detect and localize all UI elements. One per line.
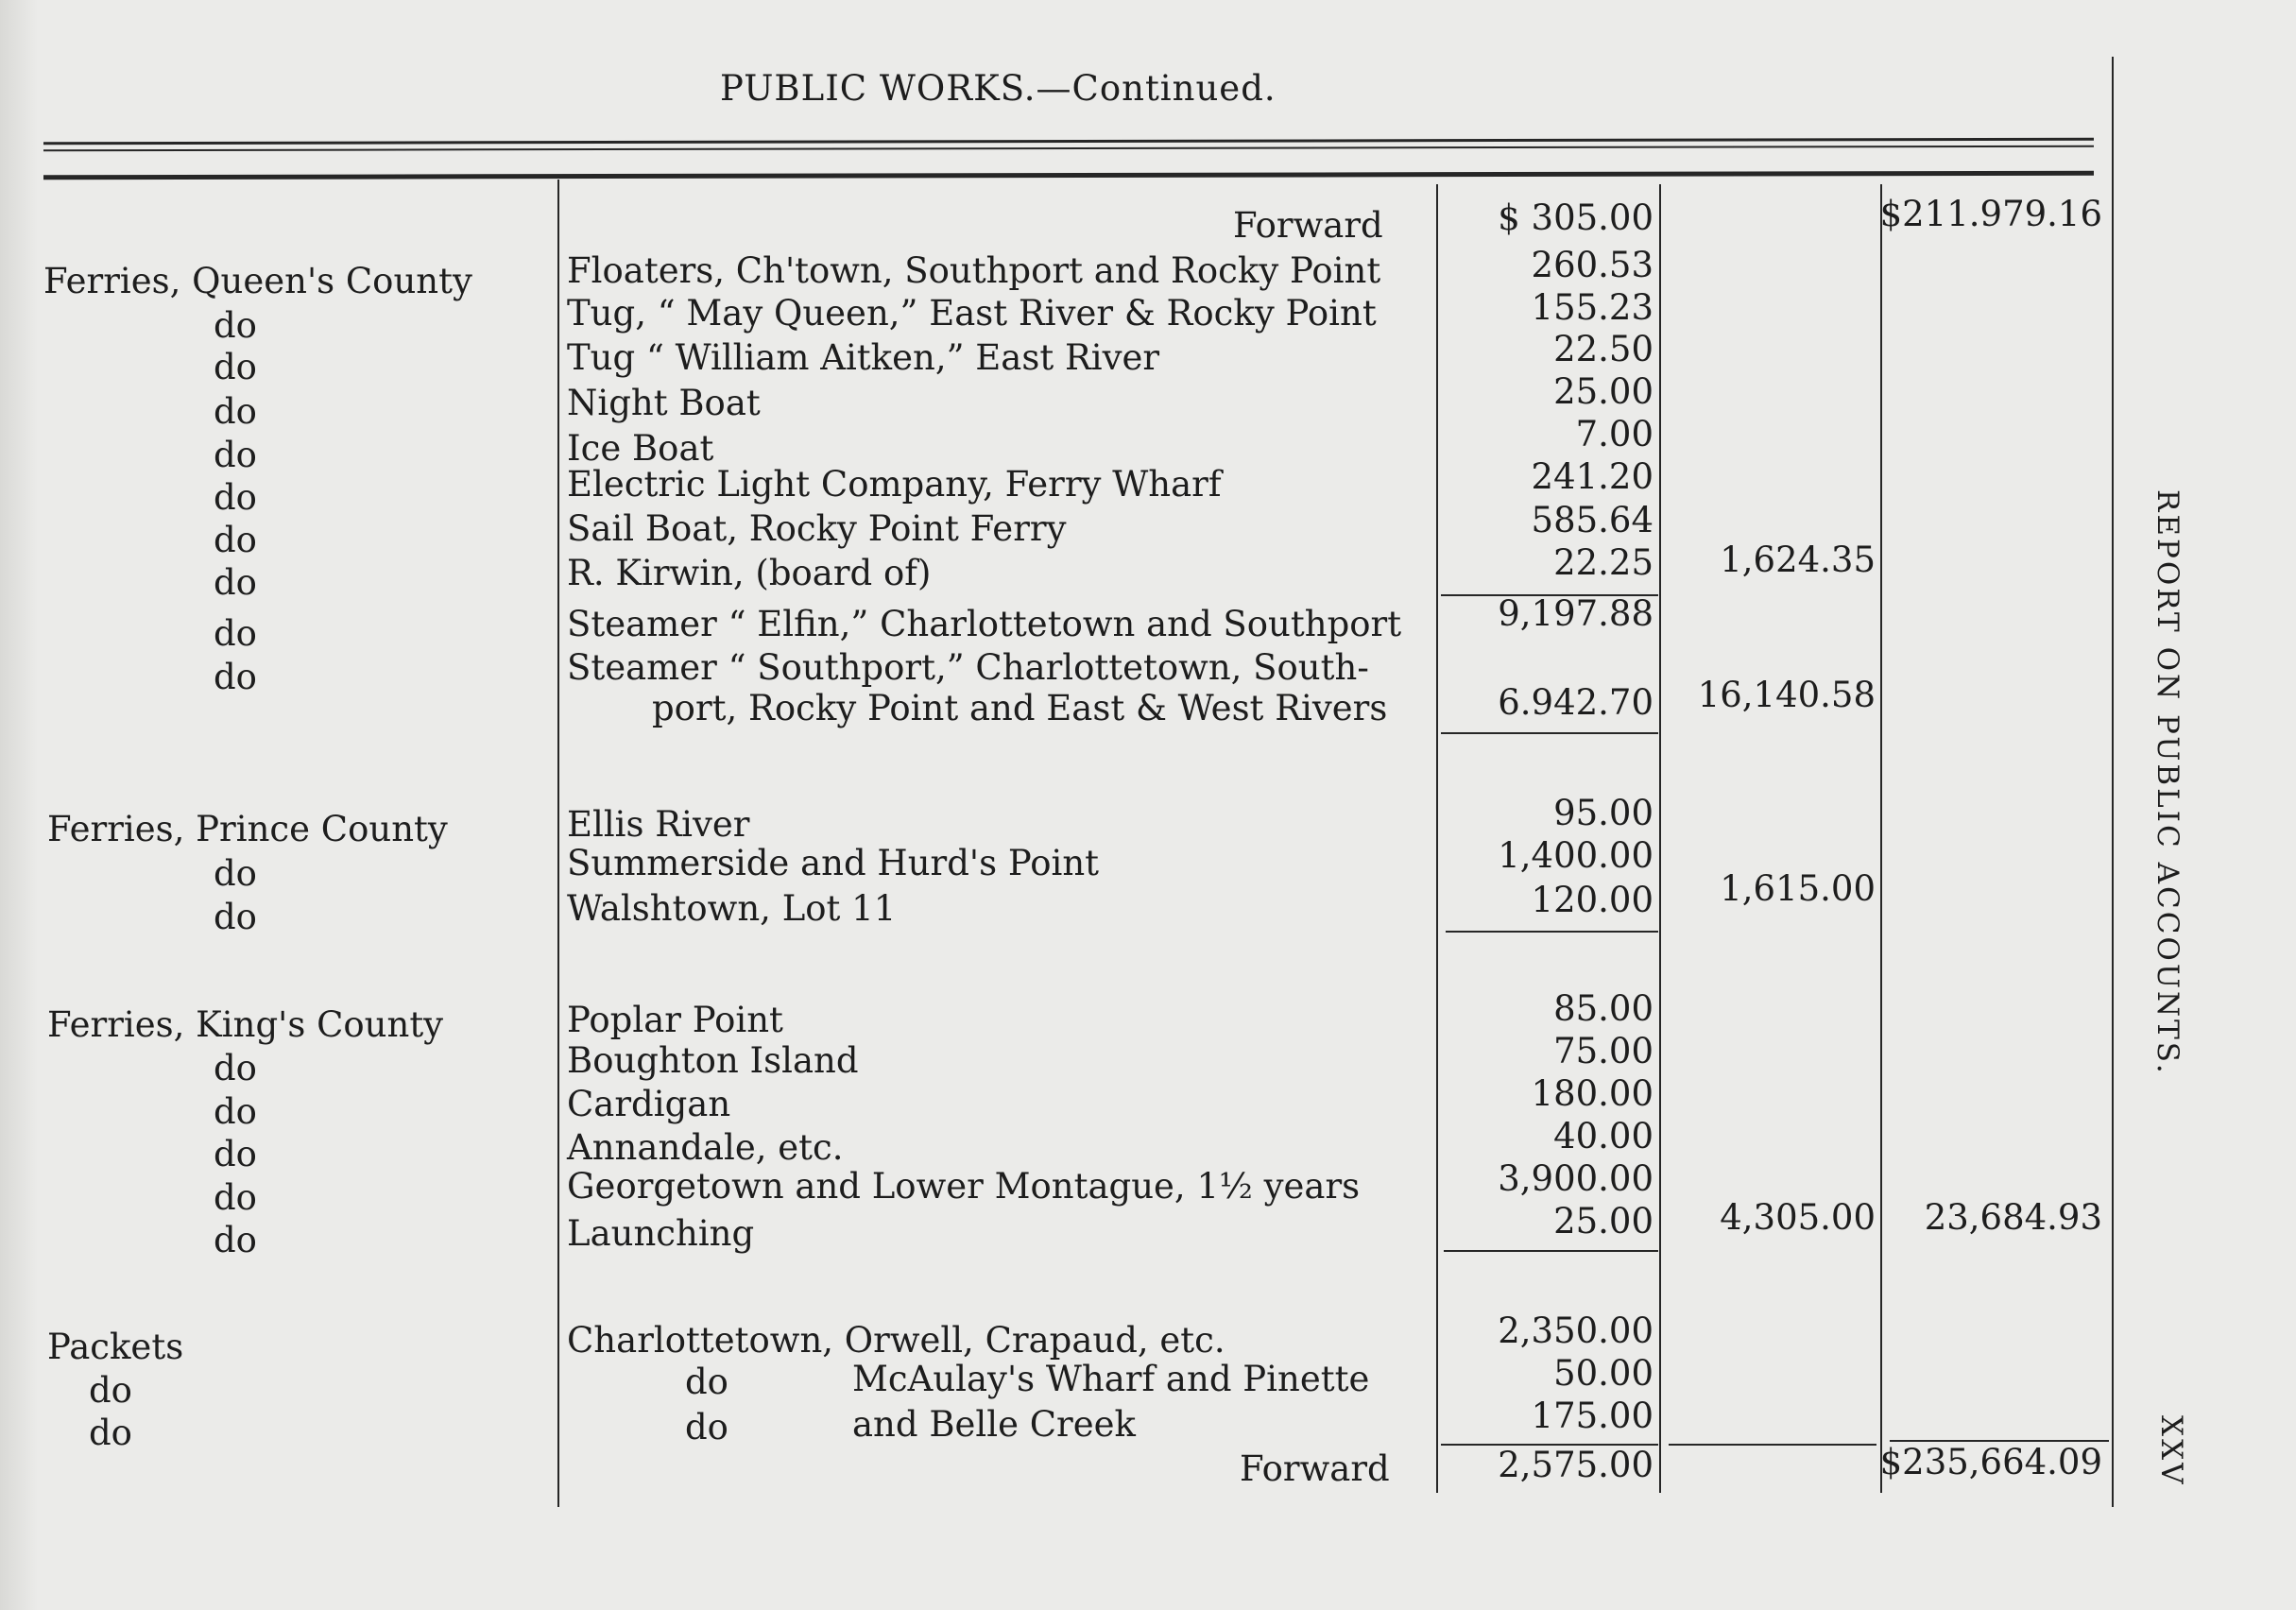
- row-amount: 7.00: [1575, 414, 1653, 454]
- row-description: Cardigan: [567, 1084, 731, 1124]
- category-label: Ferries, Queen's County: [43, 261, 472, 301]
- row-description: Tug “ William Aitken,” East River: [567, 337, 1160, 378]
- row-description: Poplar Point: [567, 1000, 783, 1040]
- forward-label-top: Forward: [1233, 205, 1383, 246]
- row-amount: 2,350.00: [1498, 1310, 1653, 1351]
- row-description: Steamer “ Southport,” Charlottetown, South-: [567, 647, 1369, 688]
- ditto-mark: do: [214, 1220, 257, 1260]
- row-amount: 260.53: [1531, 245, 1653, 285]
- row-amount: 1,400.00: [1498, 835, 1653, 876]
- ditto-mark: do: [214, 477, 257, 518]
- row-amount: 9,197.88: [1498, 593, 1653, 634]
- row-description-continuation: port, Rocky Point and East & West Rivers: [652, 688, 1388, 728]
- forward-rule-subtotal: [1669, 1444, 1876, 1446]
- ditto-mark: do: [89, 1413, 132, 1453]
- row-amount: 180.00: [1531, 1073, 1653, 1114]
- column-rule-subtotal: [1880, 184, 1882, 1493]
- row-amount: 22.50: [1553, 329, 1653, 369]
- section-total: 23,684.93: [1924, 1197, 2102, 1238]
- group-subtotal: 1,624.35: [1720, 540, 1876, 580]
- ditto-mark: do: [685, 1362, 728, 1402]
- row-amount: 40.00: [1553, 1116, 1653, 1156]
- ditto-mark: do: [214, 1091, 257, 1132]
- row-description: Electric Light Company, Ferry Wharf: [567, 464, 1222, 505]
- page-title: PUBLIC WORKS.—Continued.: [720, 68, 1277, 109]
- row-amount: 25.00: [1553, 371, 1653, 412]
- ditto-mark: do: [89, 1370, 132, 1411]
- ditto-mark: do: [214, 1134, 257, 1174]
- row-amount: 85.00: [1553, 988, 1653, 1029]
- row-description: Sail Boat, Rocky Point Ferry: [567, 508, 1067, 549]
- forward-label-bottom: Forward: [1240, 1448, 1390, 1489]
- row-description: Night Boat: [567, 383, 761, 423]
- column-rule-amount: [1659, 184, 1661, 1493]
- row-description: Walshtown, Lot 11: [567, 888, 897, 929]
- row-description: Georgetown and Lower Montague, 1½ years: [567, 1166, 1361, 1207]
- row-amount: 75.00: [1553, 1031, 1653, 1071]
- ditto-mark: do: [214, 1048, 257, 1088]
- ditto-mark: do: [214, 897, 257, 937]
- header-rule-main: [43, 171, 2094, 180]
- forward-amount-top: $ 305.00: [1498, 197, 1653, 238]
- ditto-mark: do: [214, 520, 257, 560]
- ditto-mark: do: [214, 613, 257, 654]
- category-label: Ferries, Prince County: [47, 809, 448, 849]
- ditto-mark: do: [214, 347, 257, 387]
- row-description: Launching: [567, 1213, 755, 1254]
- row-description: and Belle Creek: [852, 1404, 1136, 1445]
- subtotal-underline: [1446, 931, 1658, 933]
- column-rule-category: [557, 180, 559, 1507]
- row-amount: 25.00: [1553, 1201, 1653, 1242]
- ditto-mark: do: [685, 1407, 728, 1447]
- row-description: McAulay's Wharf and Pinette: [852, 1359, 1370, 1399]
- ditto-mark: do: [214, 562, 257, 603]
- ditto-mark: do: [214, 391, 257, 432]
- ditto-mark: do: [214, 1177, 257, 1218]
- group-subtotal: 16,140.58: [1697, 675, 1876, 715]
- row-amount: 585.64: [1531, 500, 1653, 540]
- row-amount: 22.25: [1553, 542, 1653, 583]
- row-amount: 3,900.00: [1498, 1158, 1653, 1199]
- subtotal-underline: [1441, 732, 1658, 734]
- row-description: R. Kirwin, (board of): [567, 553, 932, 593]
- row-description: Boughton Island: [567, 1040, 859, 1081]
- forward-amount-bottom: 2,575.00: [1498, 1445, 1653, 1485]
- forward-total-top: $211.979.16: [1879, 194, 2102, 234]
- row-amount: 155.23: [1531, 287, 1653, 328]
- row-amount: 6.942.70: [1498, 682, 1653, 723]
- header-rule-upper: [43, 146, 2094, 152]
- header-rule-top: [43, 138, 2094, 146]
- row-amount: 50.00: [1553, 1353, 1653, 1394]
- row-amount: 120.00: [1531, 880, 1653, 920]
- row-amount: 175.00: [1531, 1396, 1653, 1436]
- row-description: Steamer “ Elfin,” Charlottetown and Southport: [567, 604, 1402, 644]
- category-label: Ferries, King's County: [47, 1004, 444, 1045]
- category-label: Packets: [47, 1327, 184, 1367]
- forward-total-bottom: $235,664.09: [1879, 1442, 2102, 1482]
- group-subtotal: 1,615.00: [1720, 868, 1876, 909]
- row-amount: 241.20: [1531, 456, 1653, 497]
- report-side-heading: REPORT ON PUBLIC ACCOUNTS.: [2150, 489, 2185, 1076]
- subtotal-underline: [1444, 1250, 1658, 1252]
- row-description: Ice Boat: [567, 428, 714, 469]
- row-amount: 95.00: [1553, 793, 1653, 833]
- ditto-mark: do: [214, 657, 257, 697]
- row-description: Annandale, etc.: [567, 1127, 844, 1168]
- ditto-mark: do: [214, 853, 257, 894]
- row-description: Charlottetown, Orwell, Crapaud, etc.: [567, 1320, 1225, 1361]
- row-description: Ellis River: [567, 804, 750, 845]
- ditto-mark: do: [214, 305, 257, 346]
- row-description: Summerside and Hurd's Point: [567, 843, 1100, 883]
- column-rule-outer: [2112, 57, 2114, 1507]
- row-description: Tug, “ May Queen,” East River & Rocky Point: [567, 293, 1377, 334]
- page-edge-shadow: [0, 0, 38, 1610]
- group-subtotal: 4,305.00: [1720, 1197, 1876, 1238]
- page-number: XXV: [2154, 1415, 2188, 1487]
- ditto-mark: do: [214, 435, 257, 475]
- row-description: Floaters, Ch'town, Southport and Rocky Point: [567, 250, 1381, 291]
